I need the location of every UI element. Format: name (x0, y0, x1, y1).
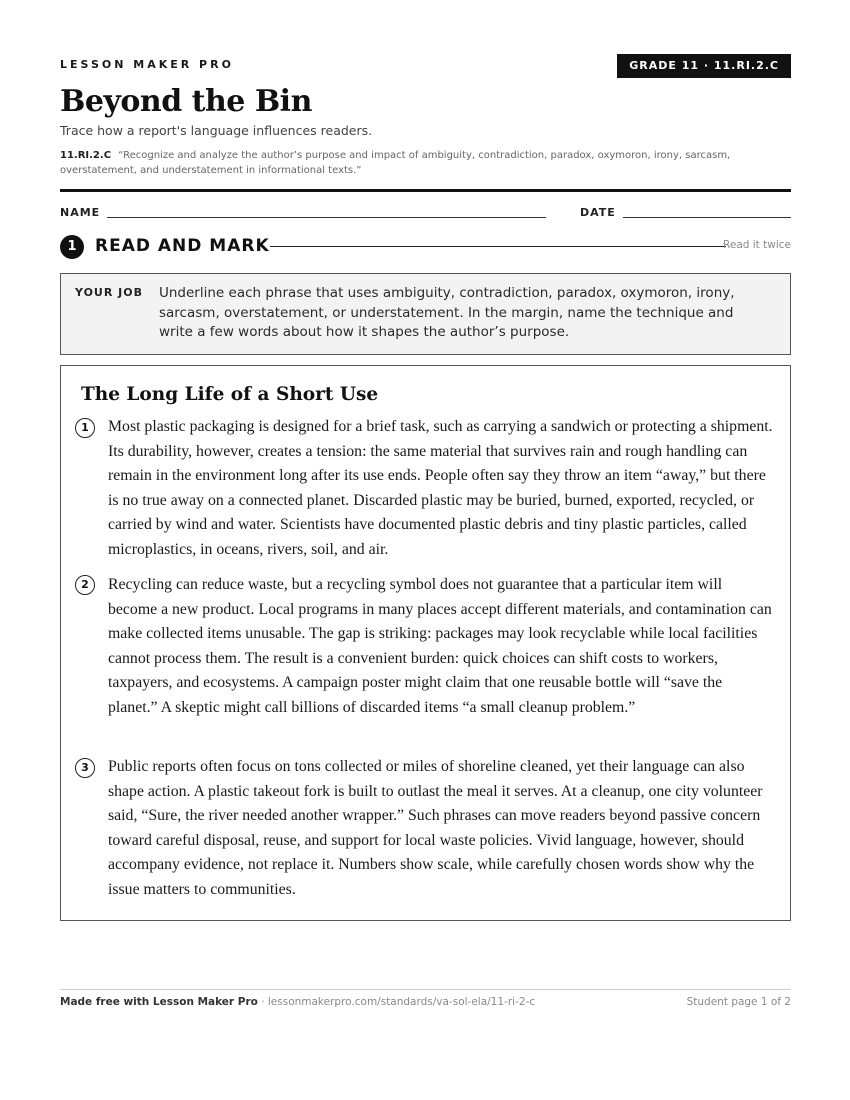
section-divider (270, 246, 726, 247)
worksheet-title: Beyond the Bin (60, 84, 312, 119)
page-indicator: Student page 1 of 2 (686, 996, 791, 1008)
reading-passage (60, 365, 791, 921)
paragraph-1: Most plastic packaging is designed for a brief task, such as carrying a sandwich or protecting a shipment. Its durability, however, creates a tension: the same material that survives rain and rough handling can remain in the environment long after its use ends. People often say they throw an item “away,” but there is no true away on a connected planet. Discarded plastic may be buried, burned, exported, recycled, or carried by wind and water. Scientists have documented plastic debris and tiny plastic particles, called microplastics, in oceans, rivers, soil, and air. (108, 418, 773, 558)
section-number-badge: 1 (60, 235, 84, 259)
footer-url[interactable]: · lessonmakerpro.com/standards/va-sol-ela/11-ri-2-c (257, 996, 536, 1008)
standard-description (60, 148, 791, 178)
brand-name: LESSON MAKER PRO (60, 58, 234, 71)
footer-made-with: Made free with Lesson Maker Pro (60, 996, 258, 1008)
date-field[interactable] (623, 217, 791, 218)
instructions-label: YOUR JOB (75, 286, 143, 299)
paragraph-3: Public reports often focus on tons collected or miles of shoreline cleaned, yet their language can also shape action. A plastic takeout fork is built to outlast the meal it serves. At a cleanup, one city volunteer said, “Sure, the river needed another wrapper.” Such phrases can move readers beyond passive concern toward careful disposal, reuse, and support for local waste policies. Vivid language, however, should accompany evidence, not replace it. Numbers show scale, while carefully chosen words show why the issue matters to communities. (108, 758, 763, 898)
passage-title: The Long Life of a Short Use (81, 384, 379, 405)
paragraph-2: Recycling can reduce waste, but a recycling symbol does not guarantee that a particular item will become a new product. Local programs in many places accept different materials, and contamination can make collected items unusable. The gap is striking: packages may look recyclable while local facilities cannot process them. The result is a convenient burden: quick choices can shift costs to workers, taxpayers, and ecosystems. A campaign poster might claim that one reusable bottle will “save the planet.” A skeptic might call billions of discarded items “a small cleanup problem.” (108, 576, 772, 716)
grade-badge: GRADE 11 · 11.RI.2.C (617, 54, 791, 78)
paragraph-number-2: 2 (75, 575, 95, 595)
section-header (60, 234, 791, 258)
name-label: NAME (60, 206, 101, 219)
paragraph-number-3: 3 (75, 758, 95, 778)
header-divider (60, 189, 791, 192)
standard-text: “Recognize and analyze the author’s purpose and impact of ambiguity, contradiction, paradox, oxymoron, irony, sarcasm, overstatement, and understatement in informational texts.” (60, 150, 731, 176)
footer-credit (60, 996, 535, 1008)
instructions-text: Underline each phrase that uses ambiguity, contradiction, paradox, oxymoron, irony, sarcasm, overstatement, or understatement. In the margin, name the technique and write a few words about how it shapes the author’s purpose. (159, 285, 735, 340)
standard-code: 11.RI.2.C (60, 150, 112, 161)
footer-divider (60, 989, 791, 990)
name-date-row (60, 205, 791, 221)
worksheet-subtitle: Trace how a report's language influences readers. (60, 123, 373, 138)
date-label: DATE (580, 206, 616, 219)
section-note: Read it twice (723, 239, 791, 251)
instructions-box (60, 273, 791, 355)
paragraph-number-1: 1 (75, 418, 95, 438)
name-field[interactable] (107, 217, 546, 218)
section-title: READ AND MARK (95, 236, 270, 256)
